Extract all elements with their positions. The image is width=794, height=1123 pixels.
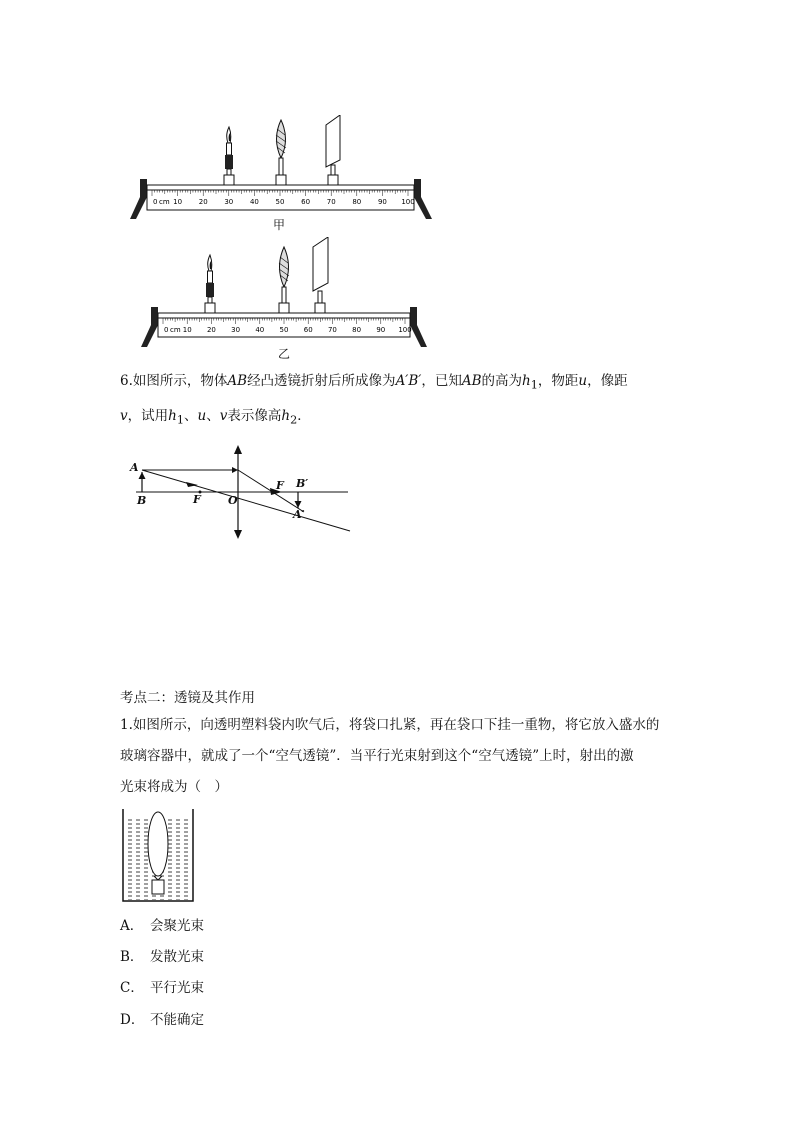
tick-label: 70: [326, 198, 336, 206]
label-O: O: [228, 494, 238, 507]
convex-lens-icon: [279, 247, 289, 309]
tick-label: 60: [301, 198, 311, 206]
ray-diagram: [126, 440, 356, 540]
convex-lens-icon: [276, 120, 286, 181]
tick-label: 40: [249, 198, 259, 206]
light-screen-icon: [326, 115, 340, 181]
tick-label: 60: [303, 326, 313, 334]
option-a[interactable]: A． 会聚光束: [120, 918, 204, 934]
bench-caption-yi: 乙: [278, 347, 291, 361]
tick-label: 100: [398, 326, 412, 334]
tick-label: 10: [182, 326, 192, 334]
unit-label: cm: [170, 326, 181, 334]
tick-label: 70: [327, 326, 337, 334]
option-d[interactable]: D． 不能确定: [120, 1012, 204, 1028]
tick-label: 90: [377, 198, 387, 206]
label-A: A: [130, 461, 139, 474]
tick-label: 20: [206, 326, 216, 334]
tick-label: 100: [401, 198, 415, 206]
tick-label: 0: [153, 198, 158, 206]
tick-label: 80: [352, 326, 362, 334]
label-F-left: F: [193, 493, 201, 506]
tick-label: 10: [173, 198, 183, 206]
question-6: 6.如图所示，物体AB经凸透镜折射后所成像为A′B′，已知AB的高为$h_1$，物距u，像距 v，试用$h_1$、u、v表示像高$h_2$．: [120, 373, 628, 427]
light-screen-icon: [313, 237, 328, 309]
tick-label: 40: [255, 326, 265, 334]
tick-label: 90: [376, 326, 386, 334]
section-title: 考点二：透镜及其作用: [120, 690, 255, 706]
candle-icon: [206, 255, 214, 309]
label-F-right: F: [276, 479, 284, 492]
option-b[interactable]: B． 发散光束: [120, 949, 204, 965]
tick-label: 20: [198, 198, 208, 206]
tick-label: 30: [224, 198, 234, 206]
optical-bench-yi: [135, 237, 445, 347]
air-lens-container-figure: [120, 806, 196, 904]
bench-caption-jia: 甲: [273, 218, 286, 232]
label-B: B: [137, 494, 147, 507]
tick-label: 50: [279, 326, 289, 334]
candle-icon: [225, 127, 233, 181]
optical-bench-jia: [126, 115, 446, 237]
option-c[interactable]: C． 平行光束: [120, 980, 204, 996]
tick-label: 30: [231, 326, 241, 334]
tick-label: 0: [164, 326, 169, 334]
tick-label: 50: [275, 198, 285, 206]
question-1: 1.如图所示，向透明塑料袋内吹气后，将袋口扎紧，再在袋口下挂一重物，将它放入盛水的 玻璃容器中，就成了一个“空气透镜”．当平行光束射到这个“空气透镜”上时，射出的激 光束将成为（ ）: [120, 717, 660, 795]
tick-label: 80: [352, 198, 362, 206]
label-A-prime: A′: [293, 508, 305, 521]
unit-label: cm: [159, 198, 170, 206]
label-B-prime: B′: [296, 477, 309, 490]
